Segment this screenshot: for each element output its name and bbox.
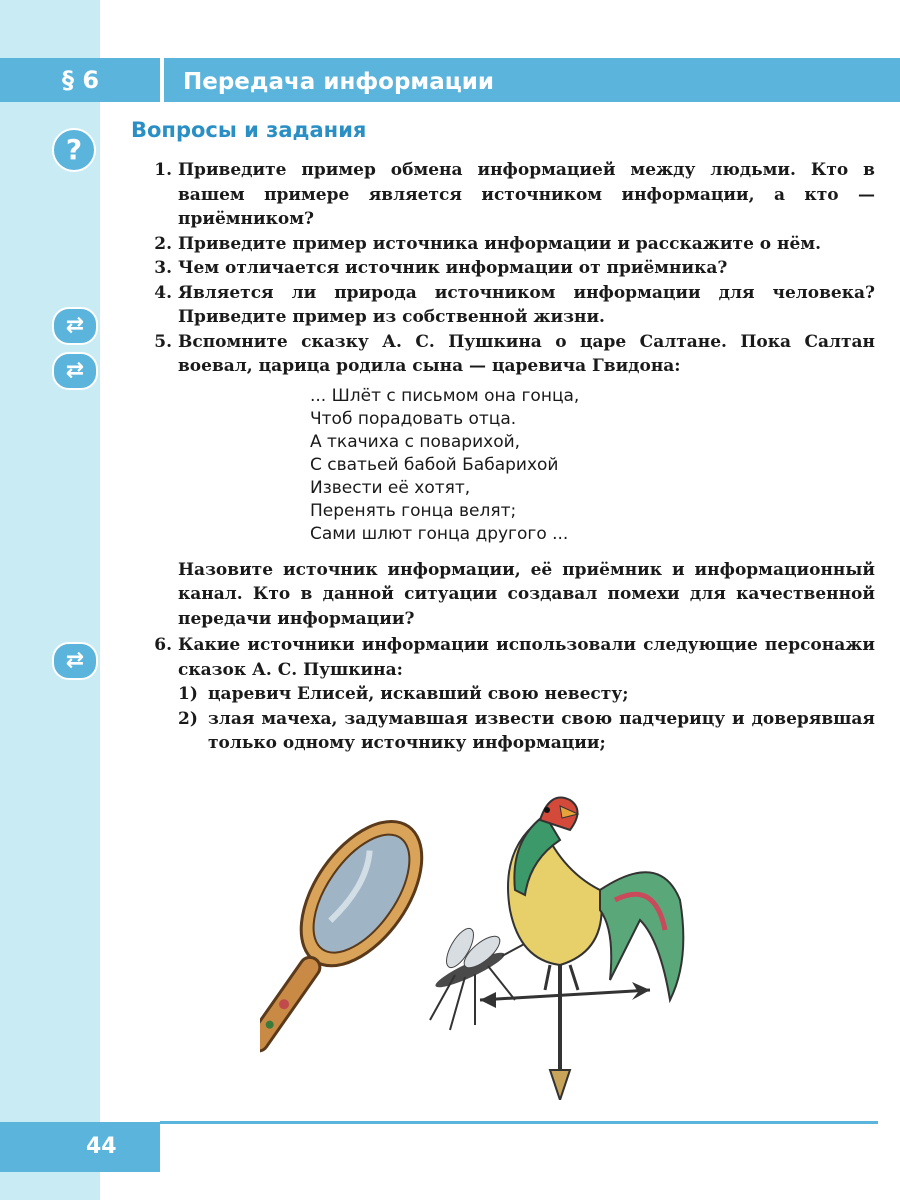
poem-line: Сами шлют гонца другого ... [310,523,569,544]
sub-item [140,707,875,756]
footer-band [0,1122,160,1172]
sub-item-number: 1) [178,684,198,704]
questions-list [140,158,875,756]
question-number: 4. [154,282,172,303]
question-text: Приведите пример источника информации и расскажите о нём. [178,233,822,254]
poem-line: Перенять гонца велят; [310,500,517,521]
sub-item-number: 2) [178,708,198,729]
footer-rule [160,1121,878,1124]
question-item [140,232,875,257]
question-item [140,158,875,232]
question-number: 6. [154,635,172,655]
question-text: Вспомните сказку А. С. Пушкина о царе Салтане. Пока Салтан воевал, царица родила сына — царевича Гвидона: [178,331,875,376]
section-title: Вопросы и задания [131,118,367,142]
question-item [140,330,875,379]
exchange-arrows-icon: ⇄ [52,352,98,390]
page-number: 44 [86,1134,117,1159]
poem-quote [310,385,875,546]
question-continuation: Назовите источник информации, её приёмник и информационный канал. Кто в данной ситуации создавал помехи для качественной передачи информации? [178,559,875,629]
left-margin-band [0,0,100,1200]
question-number: 2. [154,233,172,254]
question-text: Приведите пример обмена информацией между людьми. Кто в вашем примере является источником информации, а кто — приёмником? [178,160,875,229]
sub-item-text: царевич Елисей, искавший свою невесту; [208,684,629,704]
poem-line: Чтоб порадовать отца. [310,408,517,429]
poem-line: Извести её хотят, [310,477,471,498]
poem-line: А ткачиха с поварихой, [310,431,521,452]
question-number: 3. [154,258,172,278]
question-item [140,256,875,281]
sub-item-text: злая мачеха, задумавшая извести свою падчерицу и доверявшая только одному источнику информации; [208,708,875,753]
question-number: 5. [154,331,172,352]
question-icon: ? [52,128,96,172]
question-number: 1. [154,160,172,180]
exchange-arrows-icon: ⇄ [52,307,98,345]
fairy-tale-illustration [260,770,720,1100]
exchange-arrows-icon: ⇄ [52,642,98,680]
mirror-illustration [260,800,446,1076]
sub-item [140,682,875,707]
golden-cockerel-illustration [480,798,683,1101]
question-text: Какие источники информации использовали следующие персонажи сказок А. С. Пушкина: [178,635,875,680]
question-item [140,633,875,682]
poem-line: ... Шлёт с письмом она гонца, [310,385,580,406]
question-item [140,281,875,330]
header-separator [160,58,164,102]
mosquito-illustration [430,924,528,1030]
poem-line: С сватьей бабой Бабарихой [310,454,559,475]
page-title: Передача информации [183,69,495,95]
section-number: § 6 [62,66,100,94]
question-text: Чем отличается источник информации от приёмника? [178,258,728,278]
question-text: Является ли природа источником информации для человека? Приведите пример из собственной жизни. [178,282,875,327]
